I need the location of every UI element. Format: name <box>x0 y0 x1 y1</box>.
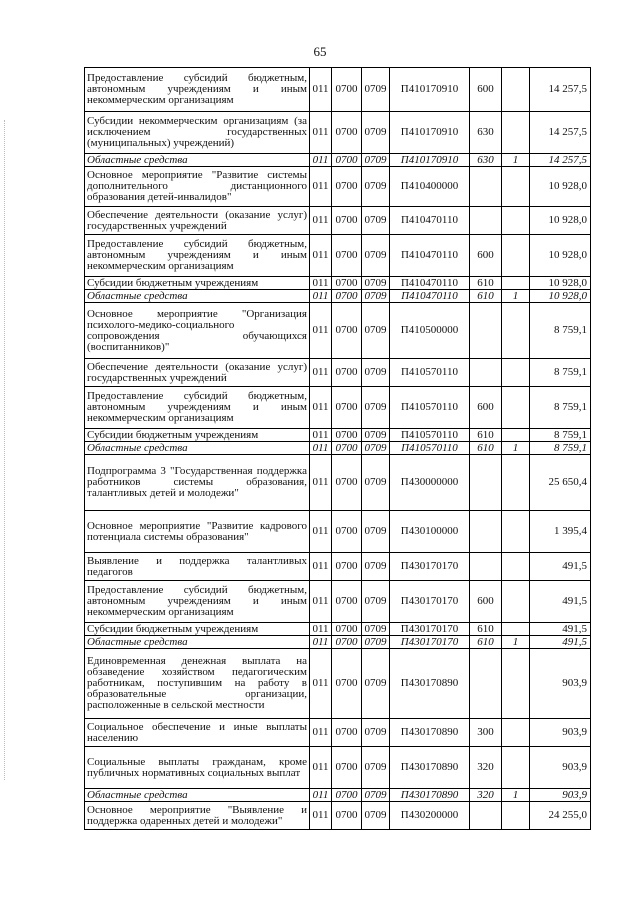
row-subsection: 0709 <box>362 303 390 359</box>
row-amount: 24 255,0 <box>530 802 591 830</box>
row-name: Обеспечение деятельности (оказание услуг) государственных учреждений <box>85 359 310 387</box>
row-source: 1 <box>502 636 530 649</box>
table-row <box>85 455 591 511</box>
row-amount: 25 650,4 <box>530 455 591 511</box>
row-expense-type: 600 <box>470 235 502 277</box>
row-source <box>502 429 530 442</box>
row-grbs: 011 <box>310 719 332 747</box>
row-name: Областные средства <box>85 636 310 649</box>
row-expense-type: 600 <box>470 387 502 429</box>
row-subsection: 0709 <box>362 207 390 235</box>
row-source <box>502 112 530 154</box>
row-name: Основное мероприятие "Развитие кадрового потенциала системы образования" <box>85 511 310 553</box>
table-row <box>85 789 591 802</box>
row-name: Предоставление субсидий бюджетным, автономным учреждениям и иным некоммерческим организациям <box>85 581 310 623</box>
row-target-article: П430200000 <box>390 802 470 830</box>
row-section: 0700 <box>332 277 362 290</box>
row-expense-type <box>470 455 502 511</box>
table-row <box>85 623 591 636</box>
table-row <box>85 442 591 455</box>
row-section: 0700 <box>332 112 362 154</box>
table-row <box>85 112 591 154</box>
row-source <box>502 649 530 719</box>
row-name: Субсидии бюджетным учреждениям <box>85 429 310 442</box>
row-grbs: 011 <box>310 636 332 649</box>
row-source <box>502 387 530 429</box>
row-grbs: 011 <box>310 277 332 290</box>
row-section: 0700 <box>332 167 362 207</box>
row-subsection: 0709 <box>362 112 390 154</box>
row-name: Субсидии бюджетным учреждениям <box>85 623 310 636</box>
row-subsection: 0709 <box>362 359 390 387</box>
row-section: 0700 <box>332 636 362 649</box>
row-subsection: 0709 <box>362 68 390 112</box>
row-source <box>502 511 530 553</box>
row-grbs: 011 <box>310 235 332 277</box>
row-expense-type <box>470 207 502 235</box>
row-expense-type <box>470 303 502 359</box>
margin-marks <box>4 120 11 780</box>
row-target-article: П410470110 <box>390 277 470 290</box>
row-amount: 8 759,1 <box>530 442 591 455</box>
row-source <box>502 303 530 359</box>
row-section: 0700 <box>332 747 362 789</box>
table-row <box>85 68 591 112</box>
row-source <box>502 719 530 747</box>
row-name: Областные средства <box>85 789 310 802</box>
row-expense-type: 320 <box>470 747 502 789</box>
row-expense-type <box>470 167 502 207</box>
row-expense-type: 610 <box>470 636 502 649</box>
row-name: Предоставление субсидий бюджетным, автономным учреждениям и иным некоммерческим организациям <box>85 68 310 112</box>
row-expense-type: 300 <box>470 719 502 747</box>
row-subsection: 0709 <box>362 277 390 290</box>
row-section: 0700 <box>332 387 362 429</box>
row-amount: 8 759,1 <box>530 359 591 387</box>
row-expense-type <box>470 511 502 553</box>
row-name: Предоставление субсидий бюджетным, автономным учреждениям и иным некоммерческим организациям <box>85 387 310 429</box>
row-grbs: 011 <box>310 112 332 154</box>
row-section: 0700 <box>332 581 362 623</box>
row-grbs: 011 <box>310 442 332 455</box>
row-subsection: 0709 <box>362 789 390 802</box>
row-expense-type: 630 <box>470 154 502 167</box>
table-body <box>85 68 591 830</box>
row-target-article: П410170910 <box>390 112 470 154</box>
table-row <box>85 359 591 387</box>
row-section: 0700 <box>332 789 362 802</box>
row-subsection: 0709 <box>362 649 390 719</box>
row-name: Единовременная денежная выплата на обзаведение хозяйством педагогическим работникам, поступившим на работу в образовательные организации, расположенные в сельской местности <box>85 649 310 719</box>
row-name: Подпрограмма 3 "Государственная поддержка работников системы образования, талантливых детей и молодежи" <box>85 455 310 511</box>
row-grbs: 011 <box>310 207 332 235</box>
table-row <box>85 303 591 359</box>
row-name: Субсидии бюджетным учреждениям <box>85 277 310 290</box>
row-name: Областные средства <box>85 154 310 167</box>
row-target-article: П430000000 <box>390 455 470 511</box>
row-amount: 10 928,0 <box>530 277 591 290</box>
table-row <box>85 511 591 553</box>
row-source <box>502 581 530 623</box>
row-amount: 14 257,5 <box>530 68 591 112</box>
row-subsection: 0709 <box>362 623 390 636</box>
row-section: 0700 <box>332 68 362 112</box>
row-grbs: 011 <box>310 649 332 719</box>
row-amount: 8 759,1 <box>530 387 591 429</box>
row-name: Основное мероприятие "Развитие системы дополнительного дистанционного образования детей-инвалидов" <box>85 167 310 207</box>
row-amount: 491,5 <box>530 623 591 636</box>
row-amount: 903,9 <box>530 719 591 747</box>
row-subsection: 0709 <box>362 167 390 207</box>
table-row <box>85 207 591 235</box>
row-subsection: 0709 <box>362 290 390 303</box>
row-grbs: 011 <box>310 802 332 830</box>
row-amount: 14 257,5 <box>530 154 591 167</box>
row-amount: 903,9 <box>530 649 591 719</box>
row-expense-type: 600 <box>470 68 502 112</box>
row-expense-type: 610 <box>470 442 502 455</box>
row-grbs: 011 <box>310 747 332 789</box>
row-name: Областные средства <box>85 290 310 303</box>
row-source: 1 <box>502 442 530 455</box>
row-source <box>502 553 530 581</box>
row-target-article: П430170890 <box>390 719 470 747</box>
table-row <box>85 277 591 290</box>
row-expense-type: 610 <box>470 290 502 303</box>
row-section: 0700 <box>332 455 362 511</box>
row-subsection: 0709 <box>362 429 390 442</box>
row-section: 0700 <box>332 429 362 442</box>
row-amount: 10 928,0 <box>530 235 591 277</box>
budget-table <box>84 67 591 830</box>
row-subsection: 0709 <box>362 581 390 623</box>
row-amount: 903,9 <box>530 789 591 802</box>
row-amount: 10 928,0 <box>530 207 591 235</box>
row-target-article: П410570110 <box>390 429 470 442</box>
row-target-article: П430170170 <box>390 581 470 623</box>
row-source <box>502 802 530 830</box>
row-target-article: П410570110 <box>390 359 470 387</box>
row-source <box>502 277 530 290</box>
row-subsection: 0709 <box>362 747 390 789</box>
row-section: 0700 <box>332 719 362 747</box>
row-name: Основное мероприятие "Организация психолого-медико-социального сопровождения обучающихся (воспитанников)" <box>85 303 310 359</box>
row-expense-type: 630 <box>470 112 502 154</box>
row-target-article: П430170890 <box>390 747 470 789</box>
row-amount: 14 257,5 <box>530 112 591 154</box>
row-source: 1 <box>502 789 530 802</box>
row-target-article: П410500000 <box>390 303 470 359</box>
row-expense-type <box>470 802 502 830</box>
row-target-article: П430170170 <box>390 623 470 636</box>
row-expense-type: 610 <box>470 277 502 290</box>
row-grbs: 011 <box>310 429 332 442</box>
row-source <box>502 359 530 387</box>
row-section: 0700 <box>332 154 362 167</box>
row-expense-type: 600 <box>470 581 502 623</box>
table-row <box>85 747 591 789</box>
row-grbs: 011 <box>310 154 332 167</box>
row-amount: 10 928,0 <box>530 167 591 207</box>
row-amount: 491,5 <box>530 553 591 581</box>
row-grbs: 011 <box>310 167 332 207</box>
row-target-article: П430170170 <box>390 636 470 649</box>
row-expense-type <box>470 553 502 581</box>
table-row <box>85 387 591 429</box>
table-row <box>85 167 591 207</box>
row-subsection: 0709 <box>362 511 390 553</box>
row-target-article: П410470110 <box>390 207 470 235</box>
table-row <box>85 290 591 303</box>
row-amount: 491,5 <box>530 581 591 623</box>
row-subsection: 0709 <box>362 636 390 649</box>
row-amount: 8 759,1 <box>530 429 591 442</box>
row-amount: 903,9 <box>530 747 591 789</box>
row-expense-type <box>470 359 502 387</box>
row-name: Областные средства <box>85 442 310 455</box>
row-name: Обеспечение деятельности (оказание услуг) государственных учреждений <box>85 207 310 235</box>
row-name: Выявление и поддержка талантливых педагогов <box>85 553 310 581</box>
row-target-article: П410570110 <box>390 442 470 455</box>
row-target-article: П410470110 <box>390 235 470 277</box>
row-name: Основное мероприятие "Выявление и поддержка одаренных детей и молодежи" <box>85 802 310 830</box>
row-subsection: 0709 <box>362 455 390 511</box>
row-target-article: П410470110 <box>390 290 470 303</box>
row-source: 1 <box>502 290 530 303</box>
row-target-article: П410170910 <box>390 154 470 167</box>
row-grbs: 011 <box>310 581 332 623</box>
row-section: 0700 <box>332 553 362 581</box>
row-amount: 8 759,1 <box>530 303 591 359</box>
table-row <box>85 429 591 442</box>
row-grbs: 011 <box>310 789 332 802</box>
row-section: 0700 <box>332 290 362 303</box>
row-grbs: 011 <box>310 623 332 636</box>
row-subsection: 0709 <box>362 802 390 830</box>
row-expense-type: 610 <box>470 623 502 636</box>
row-name: Социальное обеспечение и иные выплаты населению <box>85 719 310 747</box>
table-row <box>85 154 591 167</box>
row-section: 0700 <box>332 623 362 636</box>
row-section: 0700 <box>332 235 362 277</box>
row-amount: 491,5 <box>530 636 591 649</box>
row-target-article: П430100000 <box>390 511 470 553</box>
row-grbs: 011 <box>310 553 332 581</box>
row-amount: 10 928,0 <box>530 290 591 303</box>
row-name: Предоставление субсидий бюджетным, автономным учреждениям и иным некоммерческим организациям <box>85 235 310 277</box>
row-section: 0700 <box>332 511 362 553</box>
row-grbs: 011 <box>310 303 332 359</box>
row-expense-type: 320 <box>470 789 502 802</box>
row-source: 1 <box>502 154 530 167</box>
row-subsection: 0709 <box>362 442 390 455</box>
row-grbs: 011 <box>310 359 332 387</box>
row-grbs: 011 <box>310 511 332 553</box>
row-source <box>502 747 530 789</box>
row-name: Социальные выплаты гражданам, кроме публичных нормативных социальных выплат <box>85 747 310 789</box>
row-source <box>502 207 530 235</box>
row-target-article: П430170170 <box>390 553 470 581</box>
row-name: Субсидии некоммерческим организациям (за исключением государственных (муниципальных) учреждений) <box>85 112 310 154</box>
row-subsection: 0709 <box>362 154 390 167</box>
row-subsection: 0709 <box>362 387 390 429</box>
table-row <box>85 719 591 747</box>
table-row <box>85 581 591 623</box>
table-row <box>85 235 591 277</box>
row-target-article: П410170910 <box>390 68 470 112</box>
row-target-article: П410570110 <box>390 387 470 429</box>
table-row <box>85 802 591 830</box>
row-subsection: 0709 <box>362 553 390 581</box>
row-source <box>502 455 530 511</box>
row-expense-type: 610 <box>470 429 502 442</box>
row-target-article: П430170890 <box>390 789 470 802</box>
table-row <box>85 553 591 581</box>
row-source <box>502 167 530 207</box>
page-number: 65 <box>313 44 327 59</box>
row-subsection: 0709 <box>362 235 390 277</box>
row-amount: 1 395,4 <box>530 511 591 553</box>
row-grbs: 011 <box>310 290 332 303</box>
row-section: 0700 <box>332 207 362 235</box>
row-section: 0700 <box>332 303 362 359</box>
row-grbs: 011 <box>310 455 332 511</box>
row-source <box>502 623 530 636</box>
row-target-article: П430170890 <box>390 649 470 719</box>
row-grbs: 011 <box>310 68 332 112</box>
row-grbs: 011 <box>310 387 332 429</box>
row-subsection: 0709 <box>362 719 390 747</box>
row-section: 0700 <box>332 649 362 719</box>
row-target-article: П410400000 <box>390 167 470 207</box>
row-source <box>502 235 530 277</box>
table-row <box>85 636 591 649</box>
row-source <box>502 68 530 112</box>
row-section: 0700 <box>332 442 362 455</box>
row-section: 0700 <box>332 802 362 830</box>
row-expense-type <box>470 649 502 719</box>
table-row <box>85 649 591 719</box>
row-section: 0700 <box>332 359 362 387</box>
